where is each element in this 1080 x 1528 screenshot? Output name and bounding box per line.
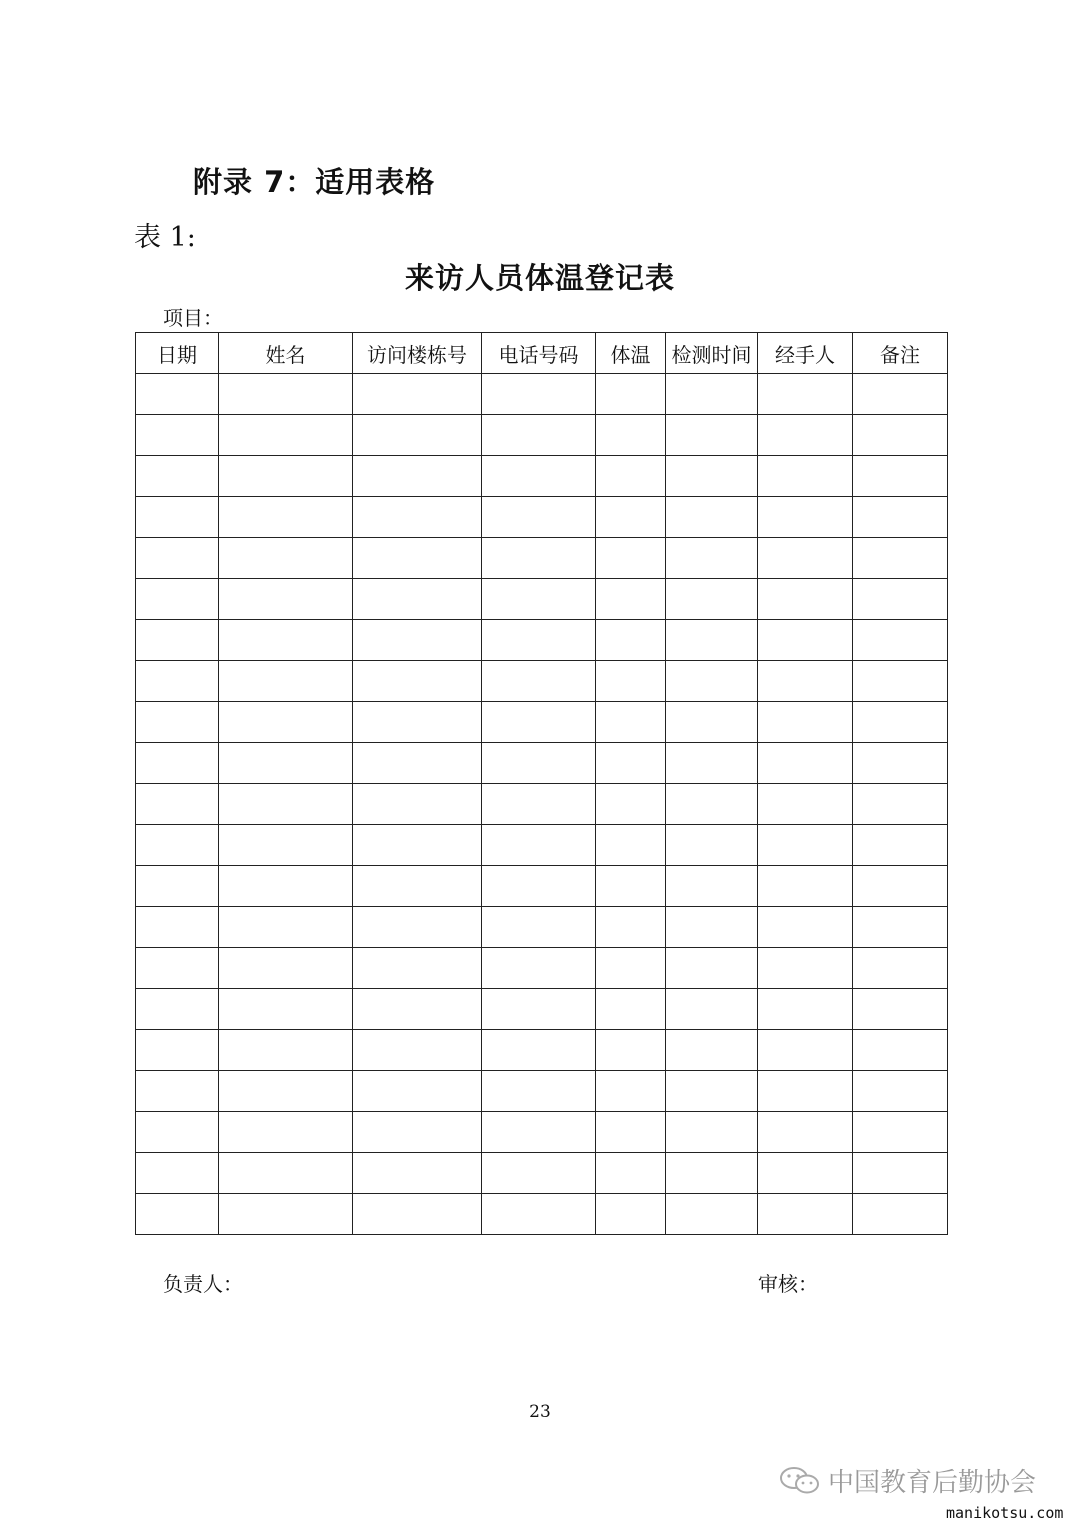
table-cell[interactable] bbox=[853, 1071, 948, 1112]
table-header-row bbox=[136, 333, 948, 374]
table-cell[interactable] bbox=[853, 1194, 948, 1235]
table-cell[interactable] bbox=[596, 1030, 666, 1071]
table-cell[interactable] bbox=[853, 1030, 948, 1071]
table-cell[interactable] bbox=[219, 497, 353, 538]
table-cell[interactable] bbox=[219, 948, 353, 989]
site-label: manikotsu.com bbox=[940, 1502, 1069, 1524]
table-cell[interactable] bbox=[353, 456, 482, 497]
table-cell[interactable] bbox=[596, 620, 666, 661]
table-cell[interactable] bbox=[758, 743, 853, 784]
table-cell[interactable] bbox=[666, 661, 758, 702]
table-cell[interactable] bbox=[219, 661, 353, 702]
table-cell[interactable] bbox=[596, 702, 666, 743]
table-cell[interactable] bbox=[353, 907, 482, 948]
table-cell[interactable] bbox=[758, 579, 853, 620]
table-cell[interactable] bbox=[853, 579, 948, 620]
table-cell[interactable] bbox=[219, 825, 353, 866]
table-cell[interactable] bbox=[596, 497, 666, 538]
table-cell[interactable] bbox=[666, 743, 758, 784]
table-cell[interactable] bbox=[853, 989, 948, 1030]
table-cell[interactable] bbox=[353, 1194, 482, 1235]
table-cell[interactable] bbox=[136, 456, 219, 497]
table-cell[interactable] bbox=[666, 579, 758, 620]
table-cell[interactable] bbox=[219, 1153, 353, 1194]
table-cell[interactable] bbox=[666, 866, 758, 907]
table-row bbox=[136, 456, 948, 497]
column-header-building: 访问楼栋号 bbox=[353, 333, 482, 374]
table-cell[interactable] bbox=[758, 784, 853, 825]
table-row bbox=[136, 702, 948, 743]
table-cell[interactable] bbox=[853, 702, 948, 743]
table-cell[interactable] bbox=[482, 702, 596, 743]
column-header-name: 姓名 bbox=[219, 333, 353, 374]
column-header-phone: 电话号码 bbox=[482, 333, 596, 374]
table-cell[interactable] bbox=[596, 948, 666, 989]
table-cell[interactable] bbox=[758, 1030, 853, 1071]
table-row bbox=[136, 620, 948, 661]
table-cell[interactable] bbox=[482, 866, 596, 907]
table-cell[interactable] bbox=[666, 497, 758, 538]
table-cell[interactable] bbox=[666, 1194, 758, 1235]
table-cell[interactable] bbox=[853, 948, 948, 989]
table-cell[interactable] bbox=[136, 415, 219, 456]
table-cell[interactable] bbox=[596, 374, 666, 415]
table-cell[interactable] bbox=[758, 661, 853, 702]
table-cell[interactable] bbox=[136, 784, 219, 825]
table-cell[interactable] bbox=[853, 456, 948, 497]
watermark bbox=[778, 1462, 1036, 1499]
table-cell[interactable] bbox=[596, 1153, 666, 1194]
table-cell[interactable] bbox=[758, 415, 853, 456]
table-cell[interactable] bbox=[219, 989, 353, 1030]
column-header-check-time: 检测时间 bbox=[666, 333, 758, 374]
table-row bbox=[136, 415, 948, 456]
table-body bbox=[136, 374, 948, 1235]
table-cell[interactable] bbox=[353, 374, 482, 415]
table-cell[interactable] bbox=[353, 538, 482, 579]
table-cell[interactable] bbox=[482, 620, 596, 661]
table-cell[interactable] bbox=[482, 415, 596, 456]
table-cell[interactable] bbox=[853, 497, 948, 538]
watermark-text: 中国教育后勤协会 bbox=[828, 1468, 1037, 1498]
table-cell[interactable] bbox=[666, 948, 758, 989]
table-cell[interactable] bbox=[482, 456, 596, 497]
project-label: 项目： bbox=[163, 306, 223, 330]
table-cell[interactable] bbox=[853, 907, 948, 948]
table-cell[interactable] bbox=[482, 825, 596, 866]
table-cell[interactable] bbox=[853, 415, 948, 456]
table-cell[interactable] bbox=[219, 743, 353, 784]
table-cell[interactable] bbox=[482, 989, 596, 1030]
table-row bbox=[136, 825, 948, 866]
table-row bbox=[136, 661, 948, 702]
table-row bbox=[136, 497, 948, 538]
table-cell[interactable] bbox=[136, 374, 219, 415]
table-cell[interactable] bbox=[758, 1153, 853, 1194]
table-cell[interactable] bbox=[136, 579, 219, 620]
table-cell[interactable] bbox=[596, 866, 666, 907]
table-cell[interactable] bbox=[596, 415, 666, 456]
table-cell[interactable] bbox=[219, 415, 353, 456]
table-cell[interactable] bbox=[666, 907, 758, 948]
table-cell[interactable] bbox=[853, 374, 948, 415]
table-cell[interactable] bbox=[666, 1112, 758, 1153]
table-cell[interactable] bbox=[482, 579, 596, 620]
review-label: 审核： bbox=[758, 1272, 818, 1296]
table-cell[interactable] bbox=[219, 1194, 353, 1235]
table-cell[interactable] bbox=[666, 415, 758, 456]
table-cell[interactable] bbox=[596, 907, 666, 948]
table-cell[interactable] bbox=[219, 579, 353, 620]
table-row bbox=[136, 579, 948, 620]
table-row bbox=[136, 1071, 948, 1112]
table-cell[interactable] bbox=[666, 1071, 758, 1112]
table-cell[interactable] bbox=[758, 538, 853, 579]
table-cell[interactable] bbox=[219, 1112, 353, 1153]
table-cell[interactable] bbox=[219, 620, 353, 661]
table-cell[interactable] bbox=[666, 620, 758, 661]
table-cell[interactable] bbox=[136, 743, 219, 784]
table-cell[interactable] bbox=[758, 497, 853, 538]
table-cell[interactable] bbox=[219, 374, 353, 415]
table-row bbox=[136, 948, 948, 989]
table-cell[interactable] bbox=[136, 1112, 219, 1153]
table-cell[interactable] bbox=[758, 948, 853, 989]
table-cell[interactable] bbox=[353, 1030, 482, 1071]
table-cell[interactable] bbox=[596, 579, 666, 620]
table-cell[interactable] bbox=[353, 415, 482, 456]
table-cell[interactable] bbox=[758, 620, 853, 661]
table-cell[interactable] bbox=[758, 989, 853, 1030]
table-cell[interactable] bbox=[482, 1071, 596, 1112]
table-row bbox=[136, 989, 948, 1030]
table-cell[interactable] bbox=[136, 661, 219, 702]
table-cell[interactable] bbox=[353, 784, 482, 825]
table-cell[interactable] bbox=[136, 1153, 219, 1194]
column-header-temperature: 体温 bbox=[596, 333, 666, 374]
table-cell[interactable] bbox=[758, 1112, 853, 1153]
table-cell[interactable] bbox=[219, 1071, 353, 1112]
table-cell[interactable] bbox=[482, 907, 596, 948]
table-cell[interactable] bbox=[596, 989, 666, 1030]
table-cell[interactable] bbox=[853, 661, 948, 702]
table-cell[interactable] bbox=[219, 456, 353, 497]
table-row bbox=[136, 1194, 948, 1235]
table-cell[interactable] bbox=[596, 784, 666, 825]
column-header-remarks: 备注 bbox=[853, 333, 948, 374]
table-cell[interactable] bbox=[353, 866, 482, 907]
table-cell[interactable] bbox=[353, 579, 482, 620]
table-cell[interactable] bbox=[758, 702, 853, 743]
responsible-person-label: 负责人： bbox=[163, 1272, 243, 1296]
table-cell[interactable] bbox=[666, 989, 758, 1030]
wechat-icon bbox=[778, 1465, 822, 1497]
table-cell[interactable] bbox=[136, 620, 219, 661]
table-cell[interactable] bbox=[219, 1030, 353, 1071]
table-cell[interactable] bbox=[482, 1112, 596, 1153]
table-cell[interactable] bbox=[136, 866, 219, 907]
table-cell[interactable] bbox=[853, 1153, 948, 1194]
table-row bbox=[136, 1030, 948, 1071]
table-cell[interactable] bbox=[853, 743, 948, 784]
table-cell[interactable] bbox=[353, 989, 482, 1030]
table-cell[interactable] bbox=[482, 784, 596, 825]
table-cell[interactable] bbox=[758, 825, 853, 866]
table-cell[interactable] bbox=[758, 1194, 853, 1235]
table-cell[interactable] bbox=[482, 1153, 596, 1194]
table-cell[interactable] bbox=[853, 825, 948, 866]
form-title: 来访人员体温登记表 bbox=[404, 261, 675, 295]
table-cell[interactable] bbox=[666, 825, 758, 866]
table-cell[interactable] bbox=[136, 1071, 219, 1112]
table-cell[interactable] bbox=[758, 866, 853, 907]
table-cell[interactable] bbox=[353, 948, 482, 989]
table-cell[interactable] bbox=[853, 784, 948, 825]
table-cell[interactable] bbox=[353, 620, 482, 661]
table-cell[interactable] bbox=[219, 907, 353, 948]
table-cell[interactable] bbox=[136, 989, 219, 1030]
table-cell[interactable] bbox=[758, 1071, 853, 1112]
column-header-handler: 经手人 bbox=[758, 333, 853, 374]
table-label: 表 1: bbox=[134, 222, 196, 253]
table-cell[interactable] bbox=[853, 620, 948, 661]
table-cell[interactable] bbox=[136, 1194, 219, 1235]
registration-table bbox=[135, 332, 948, 1235]
table-row bbox=[136, 374, 948, 415]
table-cell[interactable] bbox=[596, 661, 666, 702]
table-cell[interactable] bbox=[596, 1112, 666, 1153]
table-cell[interactable] bbox=[482, 948, 596, 989]
table-cell[interactable] bbox=[666, 702, 758, 743]
table-cell[interactable] bbox=[482, 661, 596, 702]
table-cell[interactable] bbox=[353, 1071, 482, 1112]
table-cell[interactable] bbox=[666, 538, 758, 579]
table-cell[interactable] bbox=[758, 456, 853, 497]
table-cell[interactable] bbox=[136, 1030, 219, 1071]
table-cell[interactable] bbox=[853, 1112, 948, 1153]
table-row bbox=[136, 538, 948, 579]
table-cell[interactable] bbox=[353, 497, 482, 538]
table-cell[interactable] bbox=[136, 702, 219, 743]
table-cell[interactable] bbox=[482, 743, 596, 784]
table-cell[interactable] bbox=[219, 538, 353, 579]
table-row bbox=[136, 907, 948, 948]
table-cell[interactable] bbox=[353, 702, 482, 743]
appendix-title: 附录 7：适用表格 bbox=[193, 165, 436, 199]
table-cell[interactable] bbox=[219, 784, 353, 825]
table-cell[interactable] bbox=[596, 456, 666, 497]
table-row bbox=[136, 784, 948, 825]
table-cell[interactable] bbox=[136, 948, 219, 989]
page-number: 23 bbox=[529, 1402, 551, 1422]
table-cell[interactable] bbox=[596, 825, 666, 866]
table-cell[interactable] bbox=[136, 825, 219, 866]
table-cell[interactable] bbox=[219, 702, 353, 743]
table-cell[interactable] bbox=[353, 1112, 482, 1153]
table-cell[interactable] bbox=[136, 907, 219, 948]
table-cell[interactable] bbox=[136, 497, 219, 538]
table-row bbox=[136, 1153, 948, 1194]
table-row bbox=[136, 743, 948, 784]
table-cell[interactable] bbox=[136, 538, 219, 579]
table-cell[interactable] bbox=[666, 374, 758, 415]
table-cell[interactable] bbox=[353, 661, 482, 702]
table-cell[interactable] bbox=[219, 866, 353, 907]
table-cell[interactable] bbox=[758, 374, 853, 415]
table-cell[interactable] bbox=[353, 825, 482, 866]
table-cell[interactable] bbox=[353, 1153, 482, 1194]
column-header-date: 日期 bbox=[136, 333, 219, 374]
table-cell[interactable] bbox=[666, 1030, 758, 1071]
table-cell[interactable] bbox=[482, 374, 596, 415]
table-cell[interactable] bbox=[482, 1194, 596, 1235]
table-row bbox=[136, 866, 948, 907]
table-cell[interactable] bbox=[596, 538, 666, 579]
table-cell[interactable] bbox=[666, 784, 758, 825]
table-cell[interactable] bbox=[482, 497, 596, 538]
table-cell[interactable] bbox=[596, 1194, 666, 1235]
table-cell[interactable] bbox=[482, 538, 596, 579]
table-cell[interactable] bbox=[596, 743, 666, 784]
table-cell[interactable] bbox=[353, 743, 482, 784]
table-row bbox=[136, 1112, 948, 1153]
table-cell[interactable] bbox=[853, 866, 948, 907]
table-cell[interactable] bbox=[758, 907, 853, 948]
table-cell[interactable] bbox=[666, 1153, 758, 1194]
table-cell[interactable] bbox=[482, 1030, 596, 1071]
table-cell[interactable] bbox=[666, 456, 758, 497]
table-cell[interactable] bbox=[596, 1071, 666, 1112]
table-cell[interactable] bbox=[853, 538, 948, 579]
